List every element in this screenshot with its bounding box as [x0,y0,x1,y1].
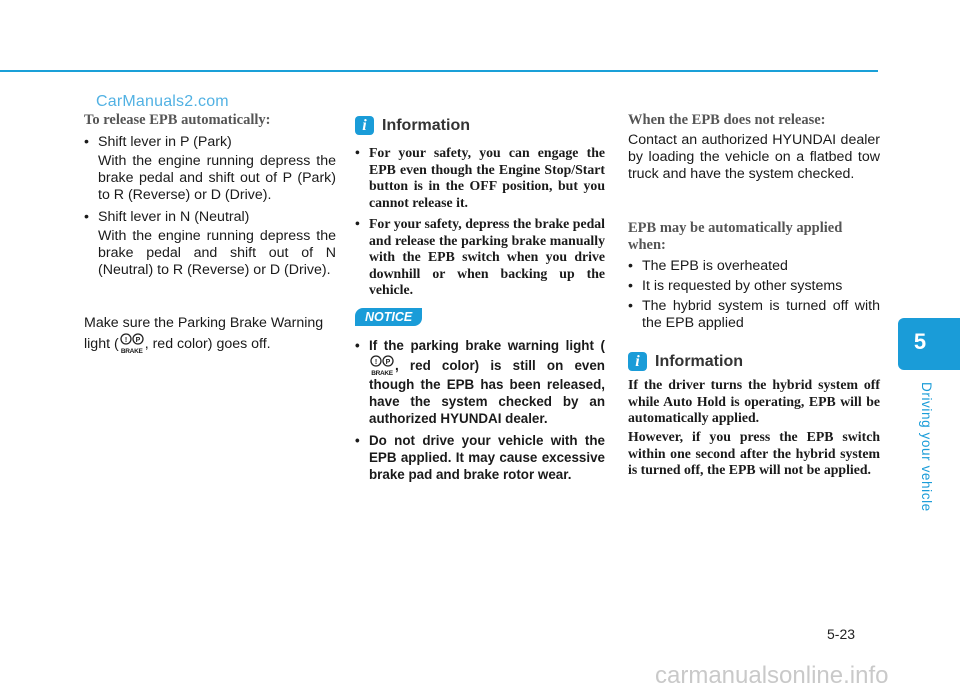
info-list [355,145,605,299]
not-release-paragraph: Contact an authorized HYUNDAI dealer by loading the vehicle on a flatbed tow truck and have the system checked. [628,132,880,182]
note-text: , red color) goes off. [144,336,271,352]
list-item: • For your safety, you can engage the EPB even though the Engine Stop/Start button is in the OFF position, but you cannot release it. [355,145,605,211]
warning-light-note [84,315,336,354]
list-item-detail: With the engine running depress the brake pedal and shift out of N (Neutral) to R (Reverse) or D (Drive). [98,228,336,278]
info-title: Information [655,352,743,370]
note-text: Make sure the Parking Brake Warning light ( [84,315,324,352]
info-icon: i [628,352,647,371]
svg-text:P: P [385,359,391,366]
notice-text: , red color) is still on even though the EPB has been released, have the system checked by an authorized HYUNDAI dealer. [369,358,605,426]
notice-badge-wrap [355,308,422,326]
info-header [355,116,470,135]
notice-badge: NOTICE [355,308,422,326]
parking-brake-warning-icon [370,354,394,376]
info-title: Information [382,116,470,134]
section-heading-auto-applied: EPB may be automatically applied when: [628,220,843,253]
top-rule [0,70,878,72]
auto-applied-list [628,258,880,332]
list-item [84,209,336,226]
list-item: • For your safety, depress the brake pedal and release the parking brake manually with the EPB switch when you drive downhill or when backing up the vehicle. [355,216,605,299]
page-number: 5-23 [827,626,856,642]
list-item: • Do not drive your vehicle with the EPB applied. It may cause excessive brake pad and brake rotor wear. [355,432,605,483]
info-icon: i [355,116,374,135]
list-item-label: Shift lever in N (Neutral) [98,209,250,225]
svg-text:P: P [135,337,141,344]
brake-symbol-word: BRAKE [371,370,393,377]
parking-brake-warning-icon [120,332,144,354]
info-paragraph-2: However, if you press the EPB switch within one second after the hybrid system is turned off, the EPB will not be applied. [628,429,880,477]
list-item: • The EPB is overheated [628,258,880,275]
svg-text:!: ! [374,359,378,366]
info-paragraph-1: If the driver turns the hybrid system off while Auto Hold is operating, EPB will be automatically applied. [628,377,880,425]
section-heading-not-release: When the EPB does not release: [628,112,826,128]
section-heading-release-automatic: To release EPB automatically: [84,112,271,128]
info-header [628,352,743,371]
brake-symbol-word: BRAKE [120,348,143,355]
watermark-top: CarManuals2.com [96,93,229,110]
list-item-label: Shift lever in P (Park) [98,134,232,150]
list-item-detail: With the engine running depress the brake pedal and shift out of P (Park) to R (Reverse) or D (Drive). [98,153,336,203]
release-list [84,134,336,279]
chapter-tab [898,318,960,370]
notice-text: If the parking brake warning light ( [369,338,605,353]
svg-text:!: ! [124,337,127,344]
chapter-number: 5 [913,329,927,354]
list-item [84,134,336,151]
list-item [355,337,605,427]
list-item: • The hybrid system is turned off with the EPB applied [628,298,880,332]
chapter-title: Driving your vehicle [919,382,934,512]
list-item: • It is requested by other systems [628,278,880,295]
notice-list [355,337,605,483]
footer-watermark: carmanualsonline.info [655,662,889,689]
